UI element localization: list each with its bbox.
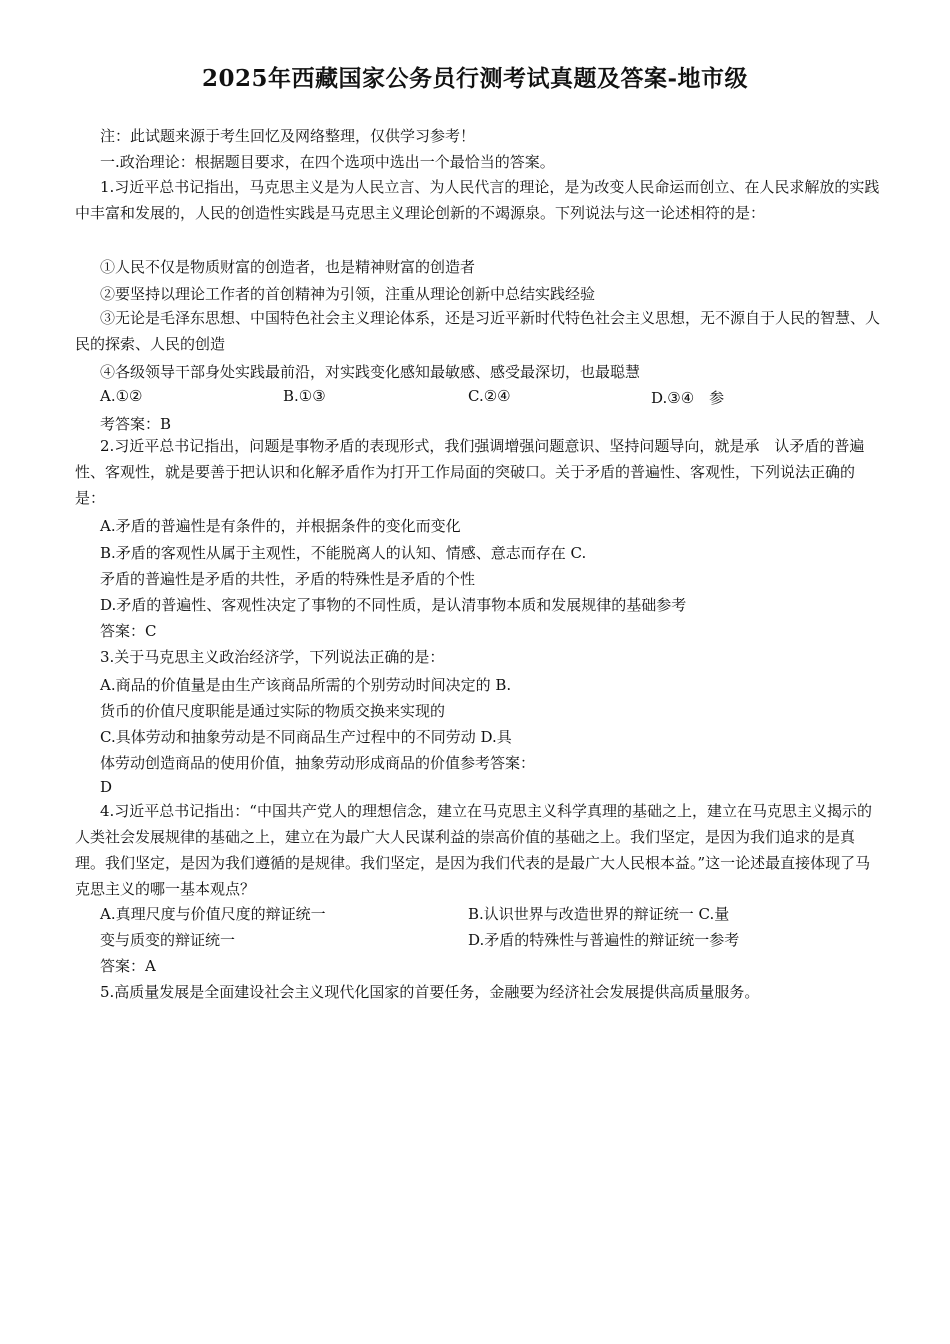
- question-2-answer: 答案：C: [100, 622, 157, 640]
- question-1-option-d: D.③④ 参: [651, 389, 725, 407]
- question-3-stem: 3.关于马克思主义政治经济学，下列说法正确的是：: [100, 648, 445, 666]
- question-4-answer: 答案：A: [100, 957, 156, 975]
- question-4-option-b: B.认识世界与改造世界的辩证统一 C.量: [468, 905, 730, 923]
- question-1-option-c: C.②④: [468, 387, 511, 405]
- question-2-stem: 2.习近平总书记指出，问题是事物矛盾的表现形式，我们强调增强问题意识、坚持问题导向，就是承 认矛盾的普遍性、客观性，就是要善于把认识和化解矛盾作为打开工作局面的突破口。关于矛盾的普遍性、客观性，下列说法正确的是：: [75, 437, 865, 507]
- question-1-statement-4: ④各级领导干部身处实践最前沿，对实践变化感知最敏感、感受最深切，也最聪慧: [100, 363, 641, 381]
- question-1-statement-1: ①人民不仅是物质财富的创造者，也是精神财富的创造者: [100, 258, 476, 276]
- question-1-option-b: B.①③: [283, 387, 326, 405]
- question-1-statement-3: ③无论是毛泽东思想、中国特色社会主义理论体系，还是习近平新时代特色社会主义思想，无不源自于人民的智慧、人民的探索、人民的创造: [75, 309, 881, 353]
- question-2-option-c: 矛盾的普遍性是矛盾的共性，矛盾的特殊性是矛盾的个性: [100, 570, 476, 588]
- question-3-line-4: 体劳动创造商品的使用价值，抽象劳动形成商品的价值参考答案：: [100, 754, 536, 772]
- question-2-option-d: D.矛盾的普遍性、客观性决定了事物的不同性质，是认清事物本质和发展规律的基础参考: [100, 596, 687, 614]
- question-1-stem: 1.习近平总书记指出，马克思主义是为人民立言、为人民代言的理论，是为改变人民命运而创立、在人民求解放的实践中丰富和发展的，人民的创造性实践是马克思主义理论创新的不竭源泉。下列说法与这一论述相符的是：: [75, 178, 880, 222]
- page-title: 2025年西藏国家公务员行测考试真题及答案-地市级: [201, 65, 749, 92]
- question-2-option-a: A.矛盾的普遍性是有条件的，并根据条件的变化而变化: [100, 517, 461, 535]
- question-4-option-c: 变与质变的辩证统一: [100, 931, 236, 949]
- question-4-option-a: A.真理尺度与价值尺度的辩证统一: [100, 905, 326, 923]
- question-3-line-2: 货币的价值尺度职能是通过实际的物质交换来实现的: [100, 702, 446, 720]
- question-3-line-1: A.商品的价值量是由生产该商品所需的个别劳动时间决定的 B.: [100, 676, 512, 694]
- question-5-stem: 5.高质量发展是全面建设社会主义现代化国家的首要任务，金融要为经济社会发展提供高质量服务。: [100, 983, 760, 1001]
- question-1-answer: 考答案：B: [100, 415, 172, 433]
- question-4-option-d: D.矛盾的特殊性与普遍性的辩证统一参考: [468, 931, 740, 949]
- question-2-option-b: B.矛盾的客观性从属于主观性，不能脱离人的认知、情感、意志而存在 C.: [100, 544, 587, 562]
- question-1-option-a: A.①②: [100, 387, 143, 405]
- note-line: 注：此试题来源于考生回忆及网络整理，仅供学习参考！: [100, 127, 476, 145]
- question-3-line-3: C.具体劳动和抽象劳动是不同商品生产过程中的不同劳动 D.具: [100, 728, 512, 746]
- question-1-statement-2: ②要坚持以理论工作者的首创精神为引领，注重从理论创新中总结实践经验: [100, 285, 596, 303]
- section-heading: 一.政治理论：根据题目要求，在四个选项中选出一个最恰当的答案。: [100, 153, 555, 171]
- question-4-stem: 4.习近平总书记指出：“中国共产党人的理想信念，建立在马克思主义科学真理的基础之上，建立在马克思主义揭示的人类社会发展规律的基础之上，建立在为最广大人民谋利益的崇高价值的基础之上。我们坚定，是因为我们追求的是真理。我们坚定，是因为我们遵循的是规律。我们坚定，是因为我们代表的是最广大人民根本益。”这一论述最直接体现了马克思主义的哪一基本观点？: [75, 802, 872, 898]
- question-3-answer: D: [100, 778, 113, 796]
